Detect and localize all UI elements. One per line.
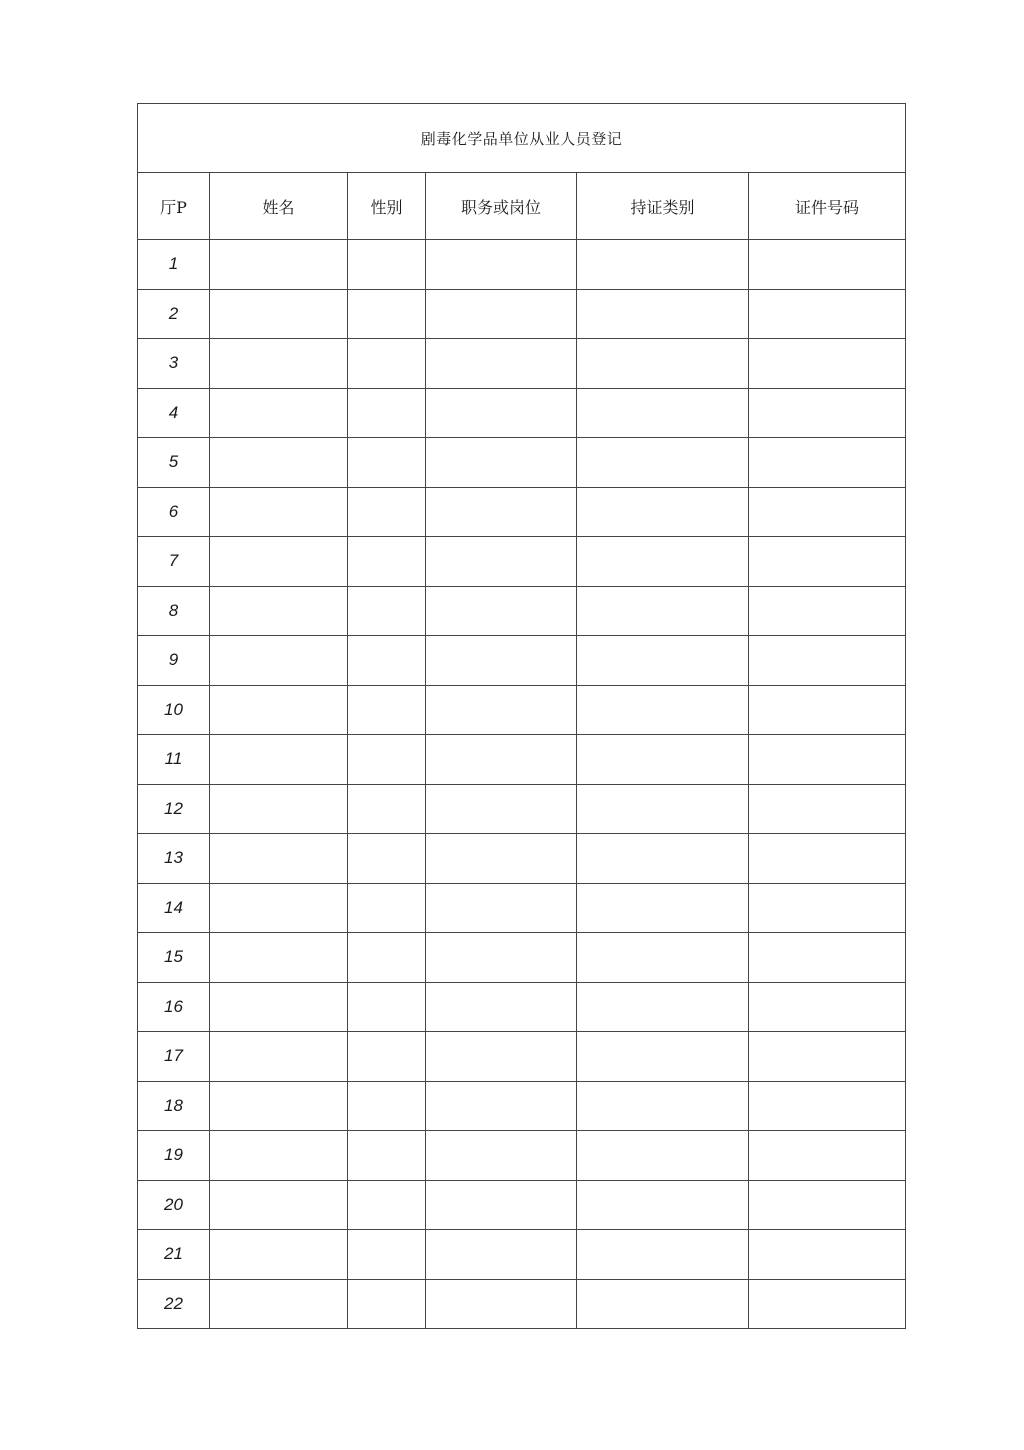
certificate-number-cell[interactable] bbox=[749, 933, 906, 983]
position-cell[interactable] bbox=[426, 586, 577, 636]
name-cell[interactable] bbox=[210, 1081, 348, 1131]
certificate-number-cell[interactable] bbox=[749, 1230, 906, 1280]
gender-cell[interactable] bbox=[348, 487, 426, 537]
table-row bbox=[138, 586, 906, 636]
table-row bbox=[138, 1230, 906, 1280]
table-row bbox=[138, 784, 906, 834]
table-row bbox=[138, 1081, 906, 1131]
certificate-number-cell[interactable] bbox=[749, 339, 906, 389]
gender-cell[interactable] bbox=[348, 339, 426, 389]
name-cell[interactable] bbox=[210, 289, 348, 339]
form-title: 剧毒化学品单位从业人员登记 bbox=[138, 104, 906, 173]
row-number: 9 bbox=[138, 636, 210, 686]
position-cell[interactable] bbox=[426, 339, 577, 389]
certificate-number-cell[interactable] bbox=[749, 735, 906, 785]
certificate-type-cell[interactable] bbox=[577, 883, 749, 933]
name-cell[interactable] bbox=[210, 883, 348, 933]
position-cell[interactable] bbox=[426, 933, 577, 983]
position-cell[interactable] bbox=[426, 240, 577, 290]
name-cell[interactable] bbox=[210, 1032, 348, 1082]
table-row bbox=[138, 1279, 906, 1329]
certificate-type-cell[interactable] bbox=[577, 537, 749, 587]
certificate-number-cell[interactable] bbox=[749, 537, 906, 587]
certificate-number-cell[interactable] bbox=[749, 1032, 906, 1082]
row-number: 13 bbox=[138, 834, 210, 884]
position-cell[interactable] bbox=[426, 784, 577, 834]
table-row bbox=[138, 388, 906, 438]
gender-cell[interactable] bbox=[348, 1032, 426, 1082]
row-number: 22 bbox=[138, 1279, 210, 1329]
certificate-type-cell[interactable] bbox=[577, 982, 749, 1032]
register-body bbox=[138, 240, 906, 1329]
gender-cell[interactable] bbox=[348, 240, 426, 290]
table-row bbox=[138, 636, 906, 686]
table-row bbox=[138, 883, 906, 933]
name-cell[interactable] bbox=[210, 586, 348, 636]
certificate-number-cell[interactable] bbox=[749, 240, 906, 290]
certificate-type-cell[interactable] bbox=[577, 1279, 749, 1329]
gender-cell[interactable] bbox=[348, 735, 426, 785]
name-cell[interactable] bbox=[210, 685, 348, 735]
certificate-type-cell[interactable] bbox=[577, 240, 749, 290]
gender-cell[interactable] bbox=[348, 1081, 426, 1131]
position-cell[interactable] bbox=[426, 1131, 577, 1181]
certificate-type-cell[interactable] bbox=[577, 487, 749, 537]
row-number: 8 bbox=[138, 586, 210, 636]
gender-cell[interactable] bbox=[348, 388, 426, 438]
certificate-number-cell[interactable] bbox=[749, 784, 906, 834]
table-row bbox=[138, 289, 906, 339]
gender-cell[interactable] bbox=[348, 438, 426, 488]
certificate-number-cell[interactable] bbox=[749, 1279, 906, 1329]
table-row bbox=[138, 982, 906, 1032]
certificate-type-cell[interactable] bbox=[577, 1032, 749, 1082]
position-cell[interactable] bbox=[426, 1180, 577, 1230]
row-number: 2 bbox=[138, 289, 210, 339]
personnel-register-table bbox=[137, 103, 906, 1329]
gender-cell[interactable] bbox=[348, 784, 426, 834]
certificate-type-cell[interactable] bbox=[577, 586, 749, 636]
name-cell[interactable] bbox=[210, 834, 348, 884]
gender-cell[interactable] bbox=[348, 933, 426, 983]
certificate-type-cell[interactable] bbox=[577, 388, 749, 438]
certificate-number-cell[interactable] bbox=[749, 388, 906, 438]
certificate-type-cell[interactable] bbox=[577, 636, 749, 686]
position-cell[interactable] bbox=[426, 388, 577, 438]
certificate-number-cell[interactable] bbox=[749, 1081, 906, 1131]
row-number: 1 bbox=[138, 240, 210, 290]
table-row bbox=[138, 240, 906, 290]
name-cell[interactable] bbox=[210, 1131, 348, 1181]
table-row bbox=[138, 487, 906, 537]
certificate-type-cell[interactable] bbox=[577, 1131, 749, 1181]
table-row bbox=[138, 339, 906, 389]
row-number: 3 bbox=[138, 339, 210, 389]
name-cell[interactable] bbox=[210, 735, 348, 785]
row-number: 20 bbox=[138, 1180, 210, 1230]
row-number: 10 bbox=[138, 685, 210, 735]
name-cell[interactable] bbox=[210, 1230, 348, 1280]
position-cell[interactable] bbox=[426, 1279, 577, 1329]
position-cell[interactable] bbox=[426, 834, 577, 884]
table-row bbox=[138, 685, 906, 735]
table-row bbox=[138, 1180, 906, 1230]
row-number: 21 bbox=[138, 1230, 210, 1280]
position-cell[interactable] bbox=[426, 487, 577, 537]
row-number: 5 bbox=[138, 438, 210, 488]
position-cell[interactable] bbox=[426, 685, 577, 735]
name-cell[interactable] bbox=[210, 438, 348, 488]
column-header-seq: 厅P bbox=[138, 173, 210, 240]
gender-cell[interactable] bbox=[348, 685, 426, 735]
gender-cell[interactable] bbox=[348, 1279, 426, 1329]
name-cell[interactable] bbox=[210, 982, 348, 1032]
row-number: 19 bbox=[138, 1131, 210, 1181]
name-cell[interactable] bbox=[210, 487, 348, 537]
certificate-type-cell[interactable] bbox=[577, 1230, 749, 1280]
certificate-number-cell[interactable] bbox=[749, 636, 906, 686]
position-cell[interactable] bbox=[426, 735, 577, 785]
column-header-certificate-number: 证件号码 bbox=[749, 173, 906, 240]
gender-cell[interactable] bbox=[348, 1230, 426, 1280]
position-cell[interactable] bbox=[426, 1032, 577, 1082]
row-number: 11 bbox=[138, 735, 210, 785]
table-row bbox=[138, 933, 906, 983]
position-cell[interactable] bbox=[426, 636, 577, 686]
certificate-type-cell[interactable] bbox=[577, 1081, 749, 1131]
name-cell[interactable] bbox=[210, 784, 348, 834]
table-row bbox=[138, 834, 906, 884]
column-header-position: 职务或岗位 bbox=[426, 173, 577, 240]
gender-cell[interactable] bbox=[348, 883, 426, 933]
gender-cell[interactable] bbox=[348, 636, 426, 686]
row-number: 16 bbox=[138, 982, 210, 1032]
certificate-type-cell[interactable] bbox=[577, 784, 749, 834]
row-number: 18 bbox=[138, 1081, 210, 1131]
gender-cell[interactable] bbox=[348, 834, 426, 884]
column-header-name: 姓名 bbox=[210, 173, 348, 240]
name-cell[interactable] bbox=[210, 933, 348, 983]
name-cell[interactable] bbox=[210, 240, 348, 290]
column-header-certificate-type: 持证类别 bbox=[577, 173, 749, 240]
row-number: 17 bbox=[138, 1032, 210, 1082]
name-cell[interactable] bbox=[210, 537, 348, 587]
registration-form bbox=[137, 103, 905, 1329]
name-cell[interactable] bbox=[210, 388, 348, 438]
position-cell[interactable] bbox=[426, 883, 577, 933]
certificate-type-cell[interactable] bbox=[577, 834, 749, 884]
certificate-number-cell[interactable] bbox=[749, 883, 906, 933]
certificate-type-cell[interactable] bbox=[577, 735, 749, 785]
certificate-number-cell[interactable] bbox=[749, 982, 906, 1032]
name-cell[interactable] bbox=[210, 1279, 348, 1329]
gender-cell[interactable] bbox=[348, 537, 426, 587]
gender-cell[interactable] bbox=[348, 982, 426, 1032]
certificate-number-cell[interactable] bbox=[749, 438, 906, 488]
gender-cell[interactable] bbox=[348, 586, 426, 636]
certificate-type-cell[interactable] bbox=[577, 933, 749, 983]
position-cell[interactable] bbox=[426, 537, 577, 587]
header-row bbox=[138, 173, 906, 240]
table-row bbox=[138, 438, 906, 488]
gender-cell[interactable] bbox=[348, 1131, 426, 1181]
table-row bbox=[138, 735, 906, 785]
gender-cell[interactable] bbox=[348, 1180, 426, 1230]
certificate-number-cell[interactable] bbox=[749, 1131, 906, 1181]
position-cell[interactable] bbox=[426, 1230, 577, 1280]
certificate-number-cell[interactable] bbox=[749, 685, 906, 735]
row-number: 4 bbox=[138, 388, 210, 438]
name-cell[interactable] bbox=[210, 339, 348, 389]
certificate-number-cell[interactable] bbox=[749, 586, 906, 636]
column-header-gender: 性别 bbox=[348, 173, 426, 240]
row-number: 12 bbox=[138, 784, 210, 834]
row-number: 7 bbox=[138, 537, 210, 587]
certificate-type-cell[interactable] bbox=[577, 438, 749, 488]
certificate-number-cell[interactable] bbox=[749, 1180, 906, 1230]
table-row bbox=[138, 1032, 906, 1082]
certificate-number-cell[interactable] bbox=[749, 487, 906, 537]
row-number: 6 bbox=[138, 487, 210, 537]
certificate-type-cell[interactable] bbox=[577, 339, 749, 389]
position-cell[interactable] bbox=[426, 1081, 577, 1131]
table-row bbox=[138, 537, 906, 587]
certificate-type-cell[interactable] bbox=[577, 685, 749, 735]
name-cell[interactable] bbox=[210, 636, 348, 686]
row-number: 14 bbox=[138, 883, 210, 933]
certificate-type-cell[interactable] bbox=[577, 289, 749, 339]
position-cell[interactable] bbox=[426, 289, 577, 339]
position-cell[interactable] bbox=[426, 438, 577, 488]
table-row bbox=[138, 1131, 906, 1181]
certificate-number-cell[interactable] bbox=[749, 289, 906, 339]
name-cell[interactable] bbox=[210, 1180, 348, 1230]
certificate-number-cell[interactable] bbox=[749, 834, 906, 884]
title-row bbox=[138, 104, 906, 173]
gender-cell[interactable] bbox=[348, 289, 426, 339]
position-cell[interactable] bbox=[426, 982, 577, 1032]
certificate-type-cell[interactable] bbox=[577, 1180, 749, 1230]
row-number: 15 bbox=[138, 933, 210, 983]
